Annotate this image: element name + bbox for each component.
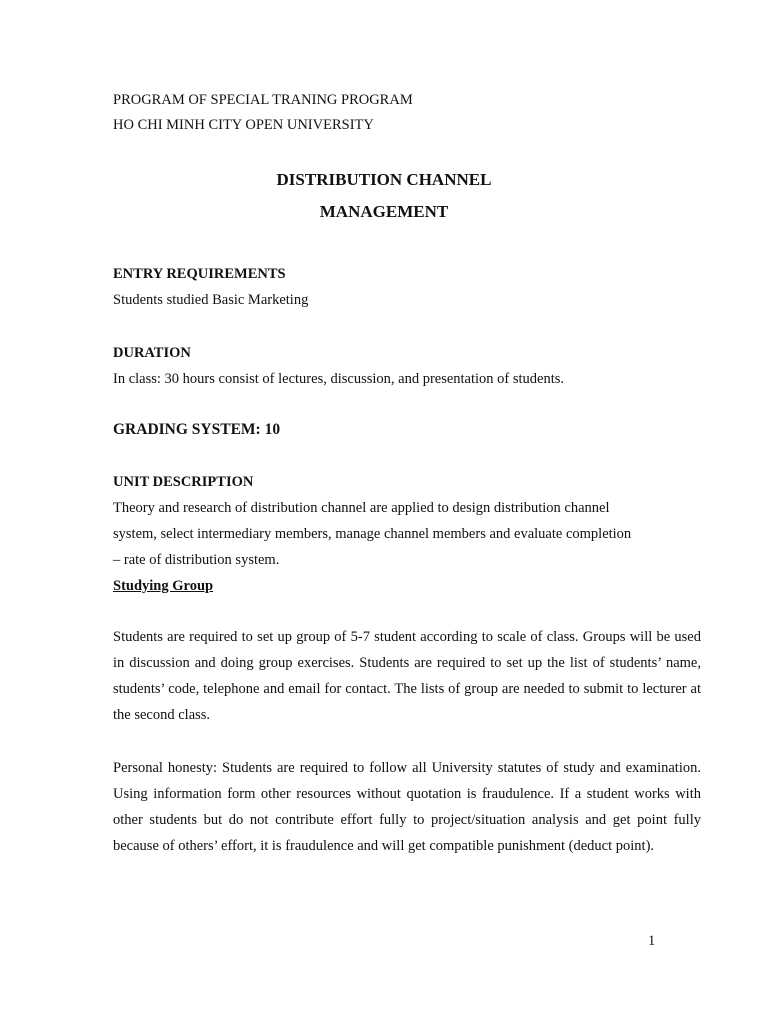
grading-system-heading: GRADING SYSTEM: 10 — [113, 421, 281, 438]
entry-requirements-heading: ENTRY REQUIREMENTS — [113, 266, 286, 282]
unit-description-line3: – rate of distribution system. — [113, 552, 280, 568]
studying-group-paragraph: Students are required to set up group of 5-7 student according to scale of class. Groups will be used in discussion and doing group exercises. Students are required to set up the list of students’ name, students’ code, telephone and email for contact. The lists of group are needed to submit to lecturer at the second class. — [113, 629, 701, 723]
page-number: 1 — [648, 933, 656, 949]
duration-text: In class: 30 hours consist of lectures, discussion, and presentation of students. — [113, 371, 565, 387]
document-title-line1: DISTRIBUTION CHANNEL — [276, 170, 492, 189]
unit-description-line2: system, select intermediary members, manage channel members and evaluate completion — [113, 526, 632, 542]
unit-description-heading: UNIT DESCRIPTION — [113, 474, 254, 490]
personal-honesty-paragraph: Personal honesty: Students are required to follow all University statutes of study and examination. Using information form other resources without quotation is fraudulence. If a student works with other students but do not contribute effort fully to project/situation analysis and get point fully because of others’ effort, it is fraudulence and will get compatible punishment (deduct point). — [113, 760, 701, 854]
document-title-line2: MANAGEMENT — [319, 202, 449, 221]
header-program: PROGRAM OF SPECIAL TRANING PROGRAM — [113, 92, 413, 108]
entry-requirements-text: Students studied Basic Marketing — [113, 292, 309, 308]
studying-group-heading: Studying Group — [113, 578, 214, 594]
unit-description-line1: Theory and research of distribution channel are applied to design distribution channel — [113, 500, 610, 516]
duration-heading: DURATION — [113, 345, 191, 361]
header-university: HO CHI MINH CITY OPEN UNIVERSITY — [113, 117, 374, 133]
